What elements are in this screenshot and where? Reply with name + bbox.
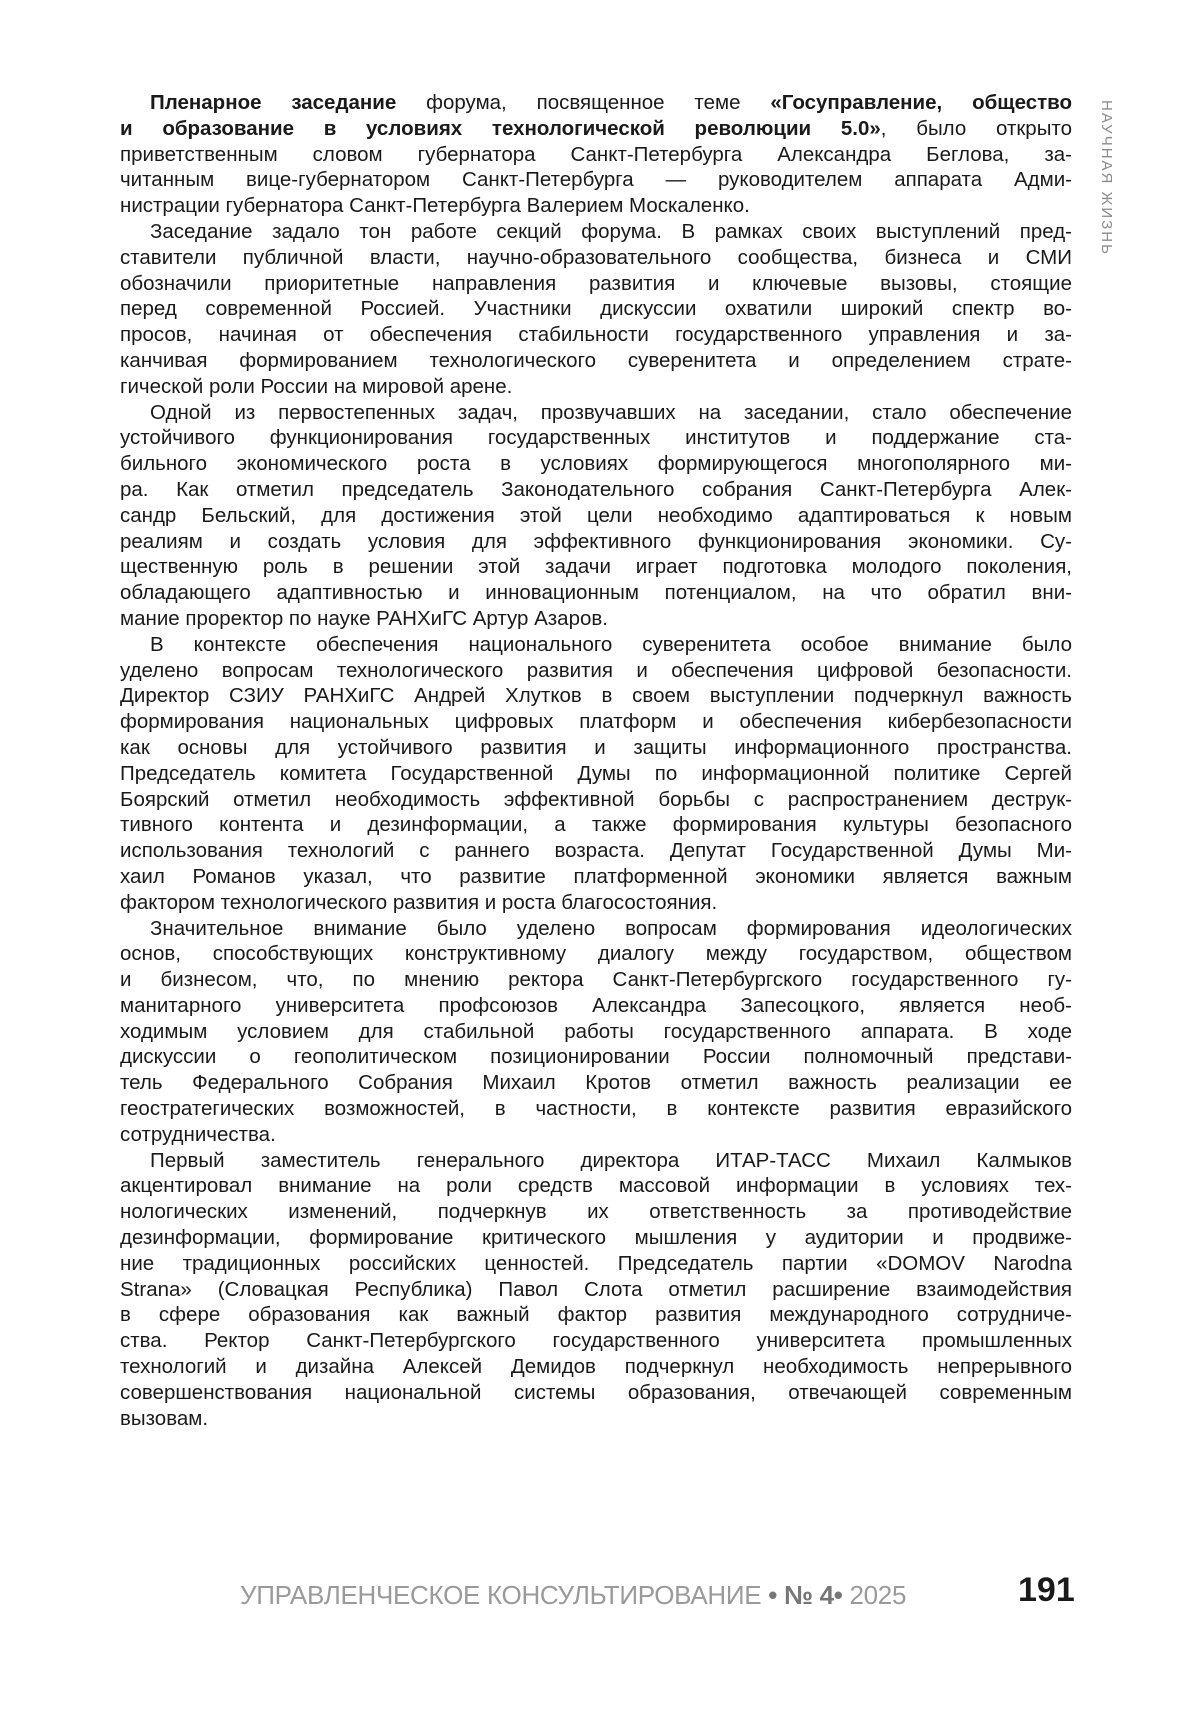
- article-body: [120, 90, 1072, 1431]
- paragraph: [120, 400, 1072, 632]
- text-line: технологий и дизайна Алексей Демидов подчеркнул необходимость непрерывного: [120, 1354, 1072, 1380]
- text-line: Значительное внимание было уделено вопросам формирования идеологических: [120, 916, 1072, 942]
- text-line: сотрудничества.: [120, 1122, 1072, 1148]
- text-line: Заседание задало тон работе секций форума. В рамках своих выступлений пред-: [120, 219, 1072, 245]
- text-line: Strana» (Словацкая Республика) Павол Слота отметил расширение взаимодействия: [120, 1277, 1072, 1303]
- text-line: хаил Романов указал, что развитие платформенной экономики является важным: [120, 864, 1072, 890]
- text-line: манитарного университета профсоюзов Александра Запесоцкого, является необ-: [120, 993, 1072, 1019]
- text-line: в сфере образования как важный фактор развития международного сотрудниче-: [120, 1302, 1072, 1328]
- text-line: Одной из первостепенных задач, прозвучавших на заседании, стало обеспечение: [120, 400, 1072, 426]
- text-line: [120, 116, 1072, 142]
- text-line: приветственным словом губернатора Санкт-Петербурга Александра Беглова, за-: [120, 142, 1072, 168]
- bold-lead: Пленарное заседание: [150, 91, 396, 114]
- paragraph: [120, 1148, 1072, 1432]
- text-line: акцентировал внимание на роли средств массовой информации в условиях тех-: [120, 1173, 1072, 1199]
- text-span: , было открыто: [881, 117, 1072, 140]
- text-line: щественную роль в решении этой задачи играет подготовка молодого поколения,: [120, 554, 1072, 580]
- separator: •: [761, 1580, 784, 1610]
- text-line: бильного экономического роста в условиях формирующегося многополярного ми-: [120, 451, 1072, 477]
- text-line: Первый заместитель генерального директора ИТАР-ТАСС Михаил Калмыков: [120, 1148, 1072, 1174]
- text-line: обозначили приоритетные направления развития и ключевые вызовы, стоящие: [120, 271, 1072, 297]
- issue-number: № 4: [784, 1580, 834, 1610]
- text-line: Боярский отметил необходимость эффективной борьбы с распространением деструк-: [120, 787, 1072, 813]
- text-line: как основы для устойчивого развития и защиты информационного пространства.: [120, 735, 1072, 761]
- text-line: В контексте обеспечения национального суверенитета особое внимание было: [120, 632, 1072, 658]
- year: 2025: [849, 1580, 906, 1610]
- journal-footer: [240, 1580, 906, 1611]
- text-line: гической роли России на мировой арене.: [120, 374, 1072, 400]
- text-line: дискуссии о геополитическом позиционировании России полномочный представи-: [120, 1044, 1072, 1070]
- text-line: канчивая формированием технологического суверенитета и определением страте-: [120, 348, 1072, 374]
- text-line: ра. Как отметил председатель Законодательного собрания Санкт-Петербурга Алек-: [120, 477, 1072, 503]
- text-line: уделено вопросам технологического развития и обеспечения цифровой безопасности.: [120, 658, 1072, 684]
- text-line: нологических изменений, подчеркнув их ответственность за противодействие: [120, 1199, 1072, 1225]
- text-line: просов, начиная от обеспечения стабильности государственного управления и за-: [120, 322, 1072, 348]
- text-line: обладающего адаптивностью и инновационным потенциалом, на что обратил вни-: [120, 580, 1072, 606]
- text-line: перед современной Россией. Участники дискуссии охватили широкий спектр во-: [120, 296, 1072, 322]
- text-line: ства. Ректор Санкт-Петербургского государственного университета промышленных: [120, 1328, 1072, 1354]
- page-number: 191: [1018, 1571, 1075, 1610]
- text-line: ставители публичной власти, научно-образовательного сообщества, бизнеса и СМИ: [120, 245, 1072, 271]
- text-line: читанным вице-губернатором Санкт-Петербурга — руководителем аппарата Адми-: [120, 167, 1072, 193]
- text-line: реалиям и создать условия для эффективного функционирования экономики. Су-: [120, 529, 1072, 555]
- text-line: формирования национальных цифровых платформ и обеспечения кибербезопасности: [120, 709, 1072, 735]
- text-span: форума, посвященное теме: [396, 91, 770, 114]
- text-line: мание проректор по науке РАНХиГС Артур Азаров.: [120, 606, 1072, 632]
- text-line: ние традиционных российских ценностей. Председатель партии «DOMOV Narodna: [120, 1251, 1072, 1277]
- bold-title: и образование в условиях технологической революции 5.0»: [120, 117, 881, 140]
- paragraph: [120, 219, 1072, 400]
- text-line: устойчивого функционирования государственных институтов и поддержание ста-: [120, 425, 1072, 451]
- journal-name: УПРАВЛЕНЧЕСКОЕ КОНСУЛЬТИРОВАНИЕ: [240, 1580, 761, 1610]
- text-line: основ, способствующих конструктивному диалогу между государством, обществом: [120, 941, 1072, 967]
- paragraph: [120, 90, 1072, 219]
- text-line: совершенствования национальной системы образования, отвечающей современным: [120, 1380, 1072, 1406]
- text-line: Председатель комитета Государственной Думы по информационной политике Сергей: [120, 761, 1072, 787]
- text-line: геостратегических возможностей, в частности, в контексте развития евразийского: [120, 1096, 1072, 1122]
- bold-title: «Госуправление, общество: [770, 91, 1072, 114]
- text-line: ходимым условием для стабильной работы государственного аппарата. В ходе: [120, 1019, 1072, 1045]
- text-line: [120, 90, 1072, 116]
- text-line: дезинформации, формирование критического мышления у аудитории и продвиже-: [120, 1225, 1072, 1251]
- text-line: использования технологий с раннего возраста. Депутат Государственной Думы Ми-: [120, 838, 1072, 864]
- text-line: вызовам.: [120, 1406, 1072, 1432]
- section-label: НАУЧНАЯ ЖИЗНЬ: [1098, 100, 1115, 256]
- paragraph: [120, 916, 1072, 1148]
- separator: •: [834, 1580, 850, 1610]
- text-line: сандр Бельский, для достижения этой цели необходимо адаптироваться к новым: [120, 503, 1072, 529]
- text-line: и бизнесом, что, по мнению ректора Санкт-Петербургского государственного гу-: [120, 967, 1072, 993]
- text-line: тивного контента и дезинформации, а также формирования культуры безопасного: [120, 812, 1072, 838]
- text-line: Директор СЗИУ РАНХиГС Андрей Хлутков в своем выступлении подчеркнул важность: [120, 683, 1072, 709]
- text-line: тель Федерального Собрания Михаил Кротов отметил важность реализации ее: [120, 1070, 1072, 1096]
- text-line: фактором технологического развития и роста благосостояния.: [120, 890, 1072, 916]
- text-line: нистрации губернатора Санкт-Петербурга Валерием Москаленко.: [120, 193, 1072, 219]
- paragraph: [120, 632, 1072, 916]
